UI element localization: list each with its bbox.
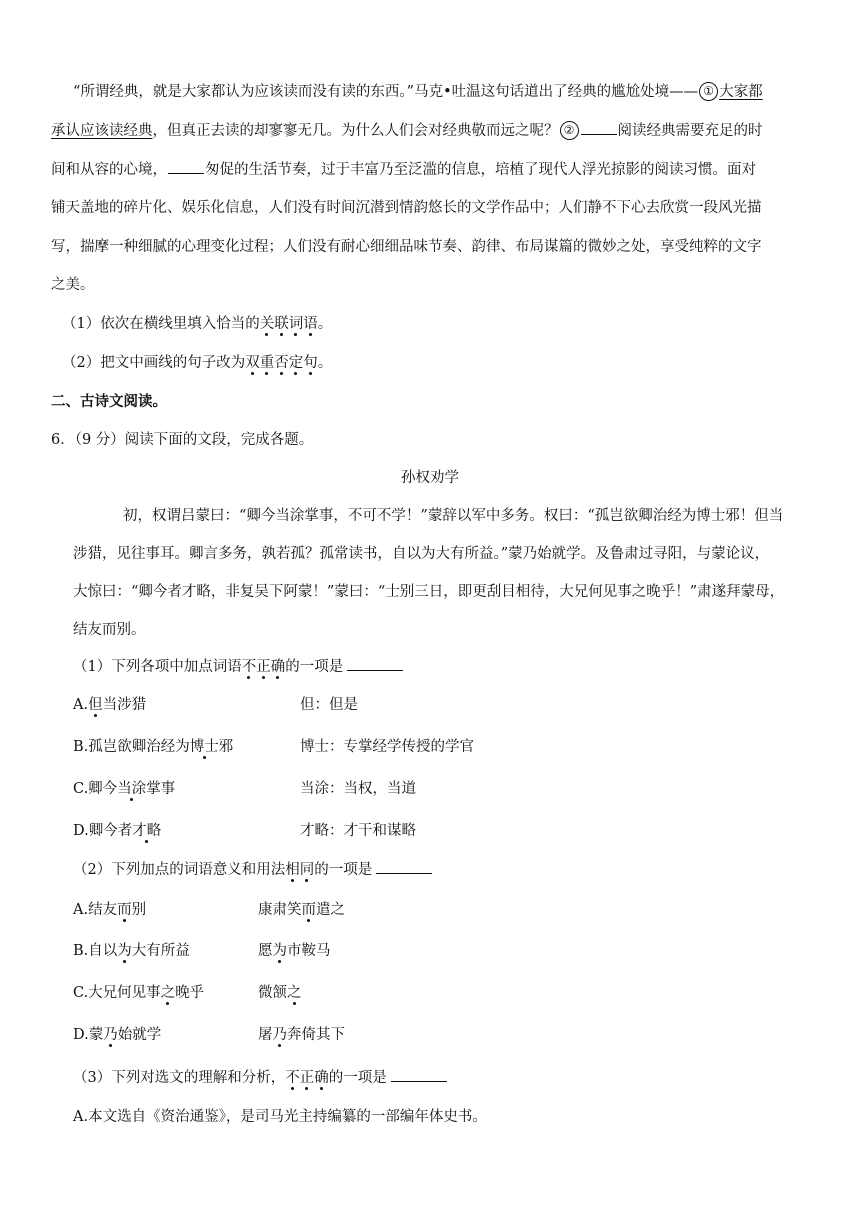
answer-blank[interactable] xyxy=(347,656,403,671)
circle-marker-1: ① xyxy=(699,82,718,101)
passage-line-5 xyxy=(51,235,762,256)
question-6-1-stem: （1）下列各项中加点词语不正确的一项是 xyxy=(73,655,403,676)
option-6-1-c[interactable]: C.卿今当涂掌事 xyxy=(73,781,176,797)
passage-text: ，但真正去读的却寥寥无几。为什么人们会对经典敬而远之呢？ xyxy=(152,123,559,139)
option-6-1-d[interactable]: D.卿今者才略 xyxy=(73,823,162,839)
passage-line-2 xyxy=(51,119,763,140)
classical-line-3: 大惊曰：“卿今者才略，非复吴下阿蒙！”蒙曰：“士别三日，即更刮目相待，大兄何见事之晚乎！”肃遂拜蒙母， xyxy=(73,584,785,600)
passage-text: 之美。 xyxy=(51,277,95,293)
option-6-1-a[interactable]: A.但当涉猎 xyxy=(73,697,147,713)
circle-marker-2: ② xyxy=(560,121,579,140)
passage-text: 匆促的生活节奏，过于丰富乃至泛滥的信息，培植了现代人浮光掠影的阅读习惯。面对 xyxy=(205,162,756,178)
gloss-6-1-b: 博士：专掌经学传授的学官 xyxy=(300,739,474,755)
passage-line-4 xyxy=(51,196,762,217)
answer-blank[interactable] xyxy=(391,1067,447,1082)
compare-6-2-b: 愿为市鞍马 xyxy=(258,943,331,959)
option-6-3-a[interactable]: A.本文选自《资治通鉴》，是司马光主持编纂的一部编年体史书。 xyxy=(73,1109,487,1125)
question-6-stem: 6．（9 分）阅读下面的文段，完成各题。 xyxy=(51,432,314,448)
question-5-1: （1）依次在横线里填入恰当的关联词语。 xyxy=(62,316,333,332)
question-6-2-stem: （2）下列加点的词语意义和用法相同的一项是 xyxy=(73,858,432,879)
classical-title: 孙权劝学 xyxy=(401,470,459,486)
compare-6-2-a: 康肃笑而遣之 xyxy=(258,902,345,918)
classical-line-4: 结友而别。 xyxy=(73,622,146,638)
option-6-2-d[interactable]: D.蒙乃始就学 xyxy=(73,1027,162,1043)
option-6-2-a[interactable]: A.结友而别 xyxy=(73,902,147,918)
option-6-1-b[interactable]: B.孤岂欲卿治经为博士邪 xyxy=(73,739,234,755)
gloss-6-1-d: 才略：才干和谋略 xyxy=(300,823,416,839)
option-6-2-c[interactable]: C.大兄何见事之晚乎 xyxy=(73,985,205,1001)
fill-blank[interactable] xyxy=(168,159,204,174)
passage-text: 铺天盖地的碎片化、娱乐化信息，人们没有时间沉潜到情韵悠长的文学作品中；人们静不下心去欣赏一段风光描 xyxy=(51,200,762,216)
fill-blank[interactable] xyxy=(581,120,617,135)
passage-line-3 xyxy=(51,158,756,179)
passage-line-6 xyxy=(51,273,95,294)
classical-line-1: 初，权谓吕蒙曰：“卿今当涂掌事，不可不学！”蒙辞以军中多务。权曰：“孤岂欲卿治经为博士邪！但当 xyxy=(123,508,784,524)
answer-blank[interactable] xyxy=(376,859,432,874)
underlined-sentence: 大家都 xyxy=(719,84,763,100)
question-6-3-stem: （3）下列对选文的理解和分析，不正确的一项是 xyxy=(73,1066,447,1087)
option-6-2-b[interactable]: B.自以为大有所益 xyxy=(73,943,190,959)
compare-6-2-c: 微颔之 xyxy=(258,985,302,1001)
underlined-sentence: 承认应该读经典 xyxy=(51,123,153,139)
passage-text: 间和从容的心境， xyxy=(51,162,167,178)
passage-text: 写，揣摩一种细腻的心理变化过程；人们没有耐心细细品味节奏、韵律、布局谋篇的微妙之处，享受纯粹的文字 xyxy=(51,239,762,255)
passage-text: “所谓经典，就是大家都认为应该读而没有读的东西。”马克•吐温这句话道出了经典的尴尬处境—— xyxy=(73,84,699,100)
gloss-6-1-c: 当涂：当权，当道 xyxy=(300,781,416,797)
classical-line-2: 涉猎，见往事耳。卿言多务，孰若孤？孤常读书，自以为大有所益。”蒙乃始就学。及鲁肃过寻阳，与蒙论议， xyxy=(73,546,770,562)
gloss-6-1-a: 但：但是 xyxy=(300,697,358,713)
passage-text: 阅读经典需要充足的时 xyxy=(617,123,763,139)
compare-6-2-d: 屠乃奔倚其下 xyxy=(258,1027,345,1043)
question-5-2: （2）把文中画线的句子改为双重否定句。 xyxy=(62,355,333,371)
passage-line-1 xyxy=(73,80,810,101)
section-heading: 二、古诗文阅读。 xyxy=(51,393,167,410)
